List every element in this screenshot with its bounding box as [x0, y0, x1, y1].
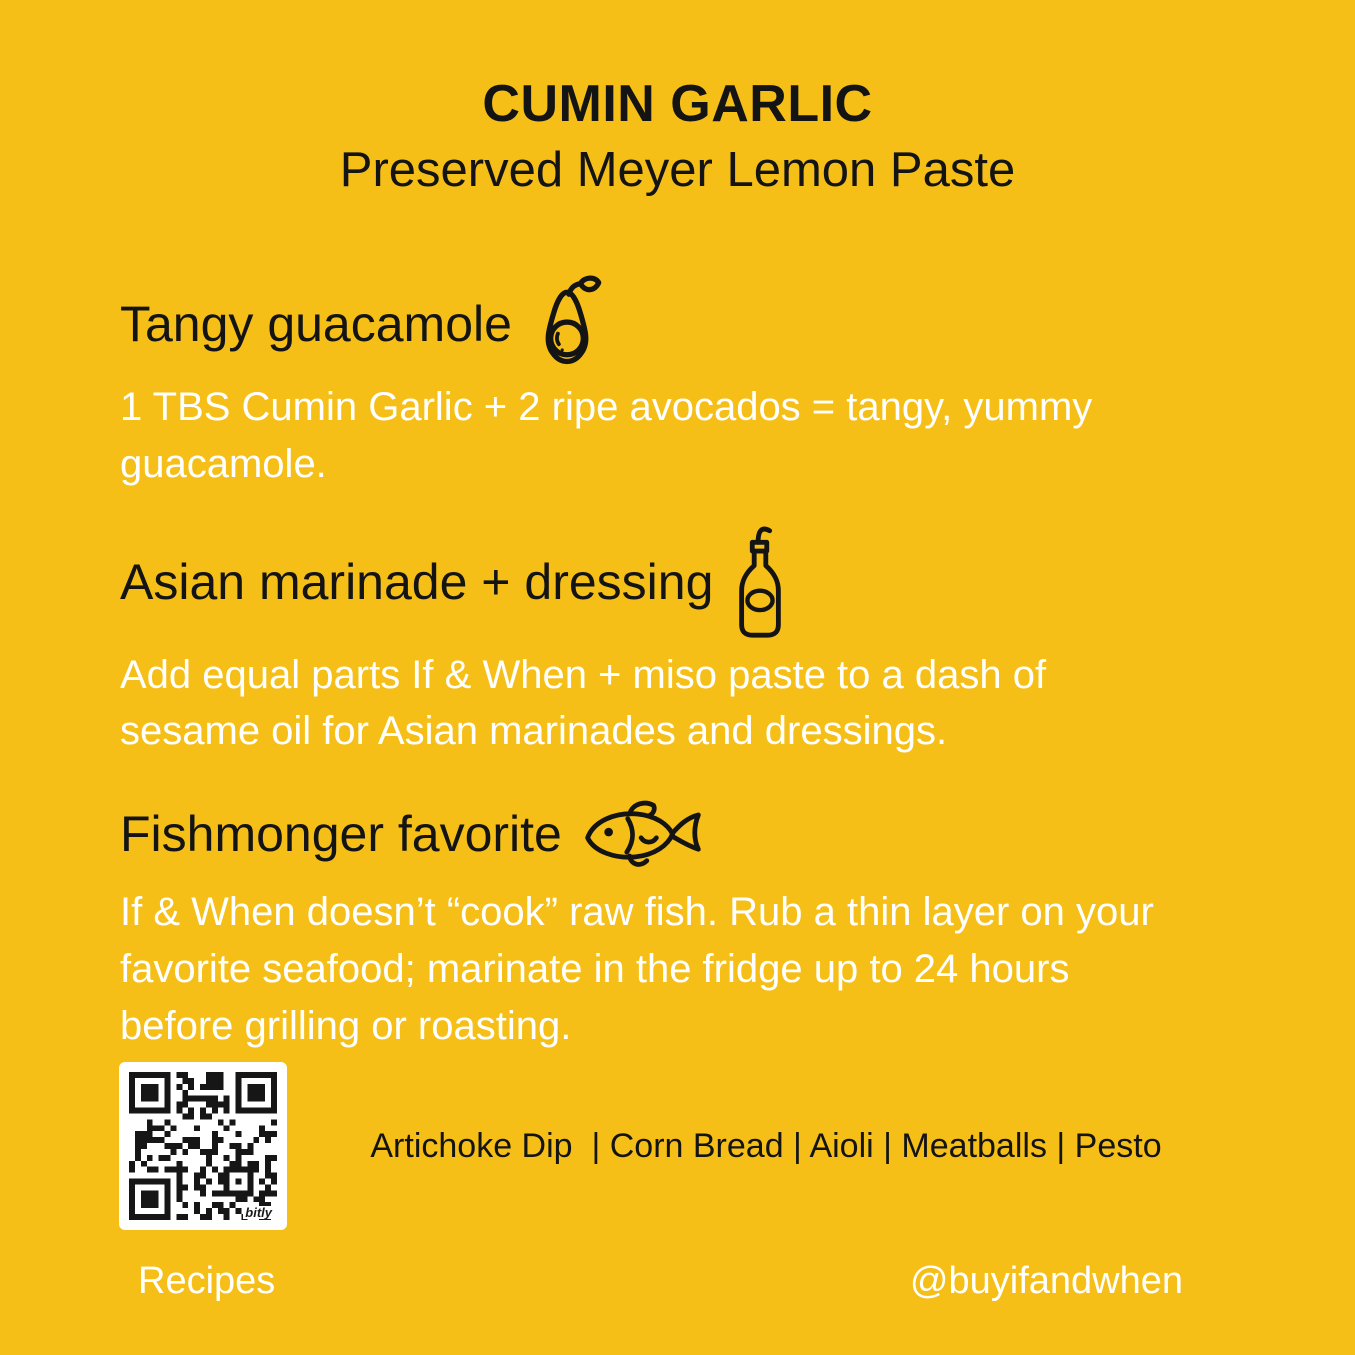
qr-code	[119, 1062, 287, 1230]
tip-section-fish	[120, 790, 1205, 1054]
qr-bitly-watermark: bitly	[245, 1205, 272, 1220]
section-body-marinade: Add equal parts If & When + miso paste to a dash of sesame oil for Asian marinades and dressings.	[120, 652, 1047, 754]
section-heading-fish	[120, 790, 1205, 878]
qr-caption: Recipes	[138, 1260, 276, 1302]
product-subtitle: Preserved Meyer Lemon Paste	[339, 143, 1016, 198]
footer	[0, 1062, 1355, 1303]
section-body-fish: If & When doesn’t “cook” raw fish. Rub a thin layer on your favorite seafood; marinate in the fridge up to 24 hours before grilling or roasting.	[120, 890, 1154, 1048]
tip-section-marinade	[120, 523, 1205, 761]
tips-list	[0, 203, 1355, 1055]
header	[0, 0, 1355, 203]
footer-bottom-row	[0, 1260, 1355, 1303]
section-body-guacamole: 1 TBS Cumin Garlic + 2 ripe avocados = tangy, yummy guacamole.	[120, 385, 1093, 486]
tip-section-guacamole	[120, 275, 1205, 493]
recipe-name-list: Artichoke Dip | Corn Bread | Aioli | Meatballs | Pesto	[370, 1126, 1162, 1165]
section-heading-label: Asian marinade + dressing	[120, 553, 714, 610]
product-title: CUMIN GARLIC	[482, 75, 873, 133]
fish-icon	[580, 790, 706, 878]
social-handle: @buyifandwhen	[909, 1260, 1183, 1302]
qr-row	[0, 1062, 1355, 1230]
section-heading-label: Tangy guacamole	[120, 296, 512, 353]
section-heading-marinade	[120, 523, 1205, 641]
avocado-icon	[530, 275, 604, 373]
section-heading-guacamole	[120, 275, 1205, 373]
section-heading-label: Fishmonger favorite	[120, 806, 562, 863]
oil-bottle-icon	[731, 523, 789, 641]
